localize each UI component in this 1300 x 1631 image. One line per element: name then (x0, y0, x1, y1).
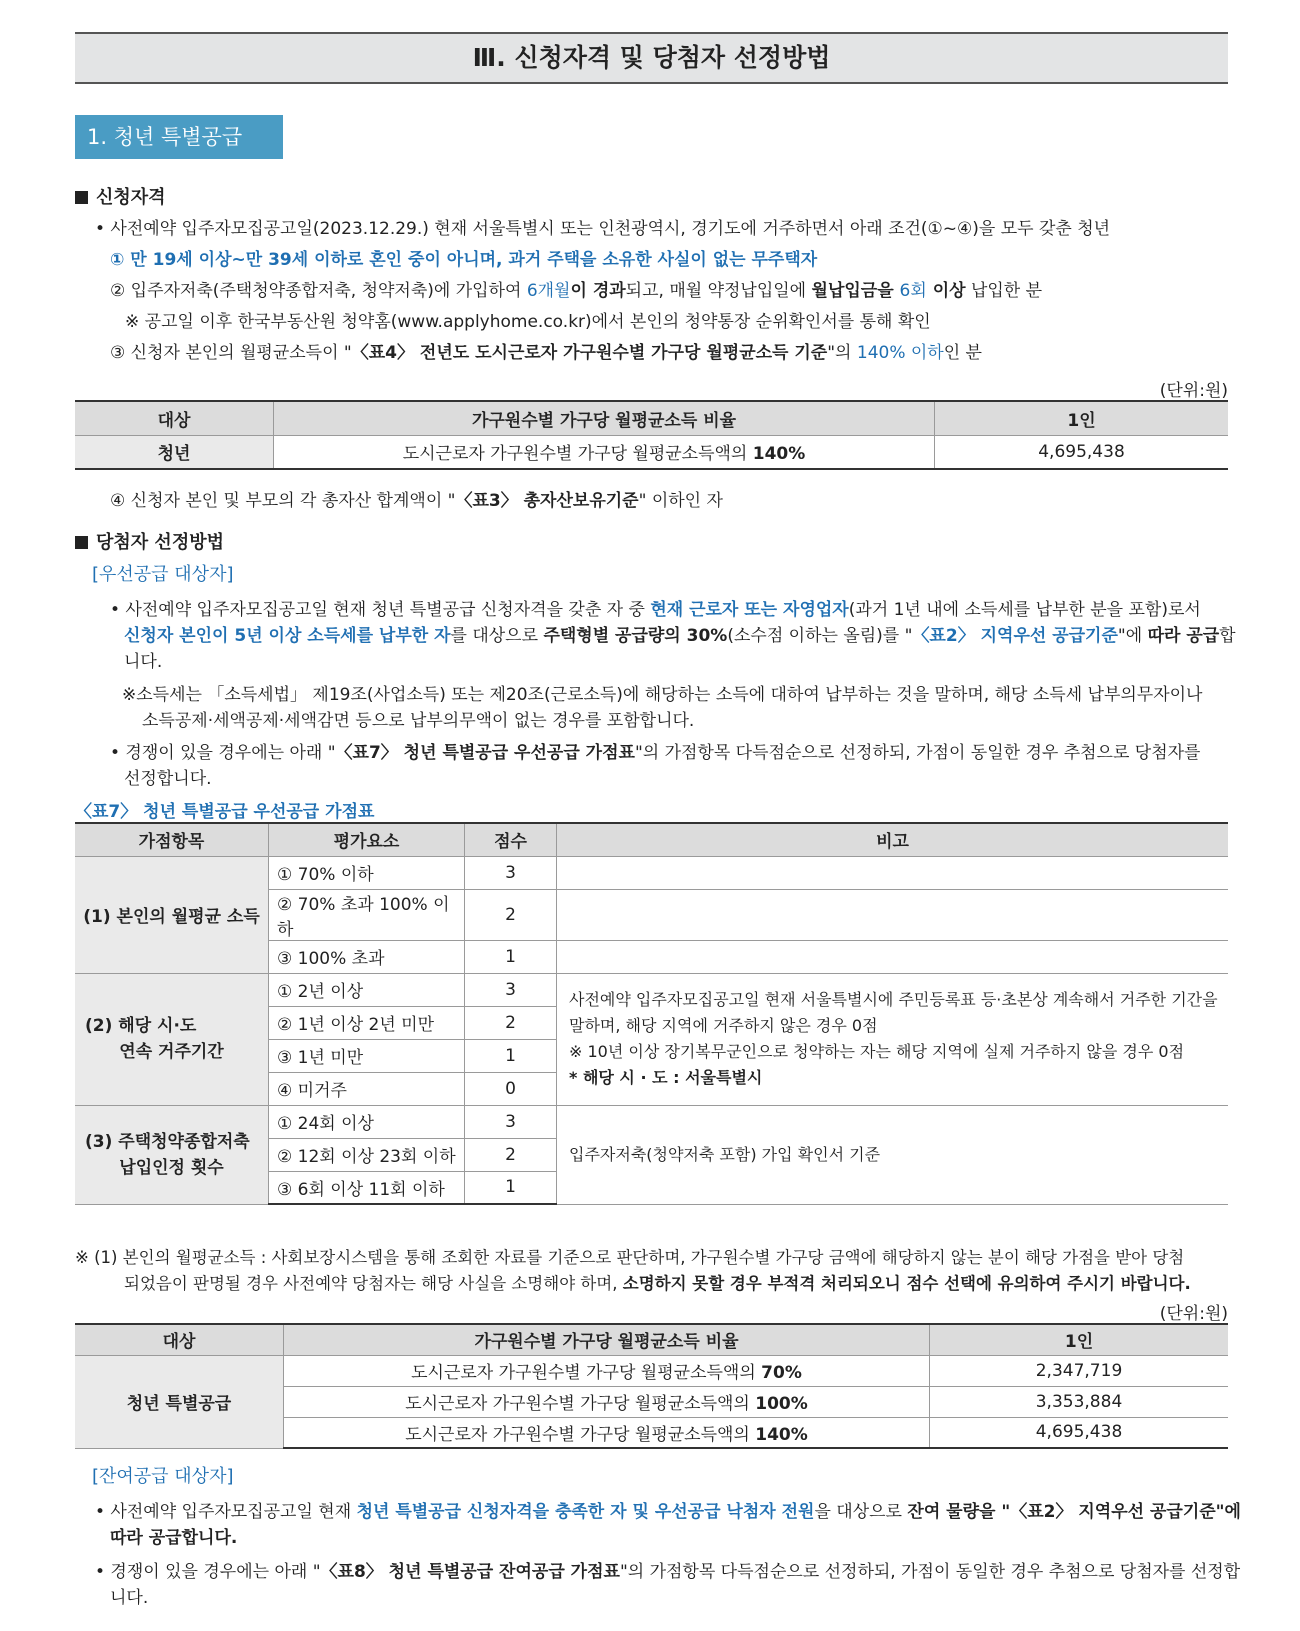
unit-label: (단위:원) (1159, 1304, 1228, 1324)
table7-caption: 〈표7〉 청년 특별공급 우선공급 가점표 (75, 802, 375, 822)
remaining-text-l2: 따라 공급합니다. (110, 1528, 238, 1548)
remaining-label: [잔여공급 대상자] (92, 1466, 234, 1487)
tax-note-l1: ※소득세는 「소득세법」 제19조(사업소득) 또는 제20조(근로소득)에 해당하는 소득에 대하여 납부하는 것을 말하며, 해당 소득세 납부의무자이나 (122, 685, 1203, 705)
factor-option: ③ 6회 이상 11회 이하 (269, 1171, 465, 1204)
score: 2 (465, 1006, 557, 1039)
table-row-value: 4,695,438 (935, 435, 1229, 469)
table-row-ratio: 도시근로자 가구원수별 가구당 월평균소득액의 140% (274, 435, 935, 469)
item-income: (1) 본인의 월평균 소득 (75, 856, 269, 973)
col-header-target: 대상 (75, 401, 274, 435)
condition-2-note: ※ 공고일 이후 한국부동산원 청약홈(www.applyhome.co.kr)에서 본인의 청약통장 순위확인서를 통해 확인 (125, 312, 931, 332)
remaining-competition-l2: 니다. (110, 1588, 149, 1608)
col-header-score: 점수 (465, 823, 557, 856)
score: 0 (465, 1072, 557, 1105)
priority-label: [우선공급 대상자] (92, 564, 234, 585)
tax-note-l2: 소득공제·세액공제·세액감면 등으로 납부의무액이 없는 경우를 포함합니다. (142, 711, 695, 731)
score: 1 (465, 1171, 557, 1204)
square-bullet-icon (75, 191, 88, 204)
eligibility-heading: 신청자격 (75, 183, 166, 209)
score: 2 (465, 889, 557, 940)
table-row-ratio: 도시근로자 가구원수별 가구당 월평균소득액의 100% (284, 1386, 930, 1417)
remark-empty (557, 940, 1229, 973)
item-savings: (3) 주택청약종합저축 납입인정 횟수 (75, 1105, 269, 1204)
remark-residence: 사전예약 입주자모집공고일 현재 서울특별시에 주민등록표 등·초본상 계속해서 거주한 기간을 말하며, 해당 지역에 거주하지 않은 경우 0점 ※ 10년 이상 장기복무군인으로 청약하는 자는 해당 지역에 실제 거주하지 않을 경우 0점 * 해당 시 · 도 : 서울특별시 (557, 973, 1229, 1105)
remaining-text-l1: • 사전예약 입주자모집공고일 현재 청년 특별공급 신청자격을 충족한 자 및 우선공급 낙첨자 전원을 대상으로 잔여 물량을 "〈표2〉 지역우선 공급기준"에 (95, 1502, 1241, 1522)
col-header-item: 가점항목 (75, 823, 269, 856)
remaining-competition-l1: • 경쟁이 있을 경우에는 아래 "〈표8〉 청년 특별공급 잔여공급 가점표"의 가점항목 다득점순으로 선정하되, 가점이 동일한 경우 추첨으로 당첨자를 선정합 (95, 1562, 1241, 1582)
priority-text-l3: 니다. (124, 652, 163, 672)
competition-text-l1: • 경쟁이 있을 경우에는 아래 "〈표7〉 청년 특별공급 우선공급 가점표"의 가점항목 다득점순으로 선정하되, 가점이 동일한 경우 추첨으로 당첨자를 (110, 743, 1201, 763)
remark-empty (557, 856, 1229, 889)
square-bullet-icon (75, 536, 88, 549)
factor-option: ② 70% 초과 100% 이하 (269, 889, 465, 940)
factor-option: ② 12회 이상 23회 이하 (269, 1138, 465, 1171)
factor-option: ① 24회 이상 (269, 1105, 465, 1138)
eligibility-intro: • 사전예약 입주자모집공고일(2023.12.29.) 현재 서울특별시 또는 인천광역시, 경기도에 거주하면서 아래 조건(①~④)을 모두 갖춘 청년 (95, 219, 1111, 239)
condition-2: ② 입주자저축(주택청약종합저축, 청약저축)에 가입하여 6개월이 경과되고, 매월 약정납입일에 월납입금을 6회 이상 납입한 분 (110, 281, 1043, 301)
condition-3: ③ 신청자 본인의 월평균소득이 "〈표4〉 전년도 도시근로자 가구원수별 가구당 월평균소득 기준"의 140% 이하인 분 (110, 343, 982, 363)
factor-option: ④ 미거주 (269, 1072, 465, 1105)
selection-heading: 당첨자 선정방법 (75, 528, 224, 554)
col-header-factor: 평가요소 (269, 823, 465, 856)
score: 3 (465, 856, 557, 889)
table-row-target: 청년 (75, 435, 274, 469)
table-row-value: 4,695,438 (930, 1417, 1229, 1448)
col-header-ratio: 가구원수별 가구당 월평균소득 비율 (274, 401, 935, 435)
factor-option: ③ 1년 미만 (269, 1039, 465, 1072)
factor-option: ② 1년 이상 2년 미만 (269, 1006, 465, 1039)
table-row-target: 청년 특별공급 (75, 1355, 284, 1448)
priority-text-l2: 신청자 본인이 5년 이상 소득세를 납부한 자를 대상으로 주택형별 공급량의 30%(소수점 이하는 올림)를 "〈표2〉 지역우선 공급기준"에 따라 공급합 (124, 626, 1236, 646)
col-header-1person: 1인 (935, 401, 1229, 435)
remark-savings: 입주자저축(청약저축 포함) 가입 확인서 기준 (557, 1105, 1229, 1204)
item-residence: (2) 해당 시·도 연속 거주기간 (75, 973, 269, 1105)
table7-bonus-points (75, 822, 1228, 1205)
unit-label: (단위:원) (1159, 381, 1228, 401)
priority-text-l1: • 사전예약 입주자모집공고일 현재 청년 특별공급 신청자격을 갖춘 자 중 현재 근로자 또는 자영업자(과거 1년 내에 소득세를 납부한 분을 포함)로서 (110, 600, 1201, 620)
table7-footnote-l2: 되었음이 판명될 경우 사전예약 당첨자는 해당 사실을 소명해야 하며, 소명하지 못할 경우 부적격 처리되오니 점수 선택에 유의하여 주시기 바랍니다. (124, 1274, 1191, 1293)
score: 1 (465, 1039, 557, 1072)
factor-option: ① 2년 이상 (269, 973, 465, 1006)
income-table-youth (75, 400, 1228, 470)
score: 2 (465, 1138, 557, 1171)
condition-1: ① 만 19세 이상~만 39세 이하로 혼인 중이 아니며, 과거 주택을 소유한 사실이 없는 무주택자 (110, 250, 818, 270)
condition-4: ④ 신청자 본인 및 부모의 각 총자산 합계액이 "〈표3〉 총자산보유기준" 이하인 자 (110, 491, 723, 511)
competition-text-l2: 선정합니다. (124, 769, 212, 789)
remark-empty (557, 889, 1229, 940)
table-row-ratio: 도시근로자 가구원수별 가구당 월평균소득액의 140% (284, 1417, 930, 1448)
col-header-target: 대상 (75, 1324, 284, 1355)
section-title: 1. 청년 특별공급 (75, 115, 283, 159)
income-table-special (75, 1323, 1228, 1449)
col-header-remark: 비고 (557, 823, 1229, 856)
score: 3 (465, 973, 557, 1006)
table-row-value: 2,347,719 (930, 1355, 1229, 1386)
col-header-ratio: 가구원수별 가구당 월평균소득 비율 (284, 1324, 930, 1355)
page-title: Ⅲ. 신청자격 및 당첨자 선정방법 (75, 32, 1228, 84)
factor-option: ③ 100% 초과 (269, 940, 465, 973)
score: 3 (465, 1105, 557, 1138)
col-header-1person: 1인 (930, 1324, 1229, 1355)
factor-option: ① 70% 이하 (269, 856, 465, 889)
score: 1 (465, 940, 557, 973)
table-row-ratio: 도시근로자 가구원수별 가구당 월평균소득액의 70% (284, 1355, 930, 1386)
table-row-value: 3,353,884 (930, 1386, 1229, 1417)
table7-footnote-l1: ※ (1) 본인의 월평균소득 : 사회보장시스템을 통해 조회한 자료를 기준으로 판단하며, 가구원수별 가구당 금액에 해당하지 않는 분이 해당 가점을 받아 당첨 (75, 1248, 1185, 1267)
